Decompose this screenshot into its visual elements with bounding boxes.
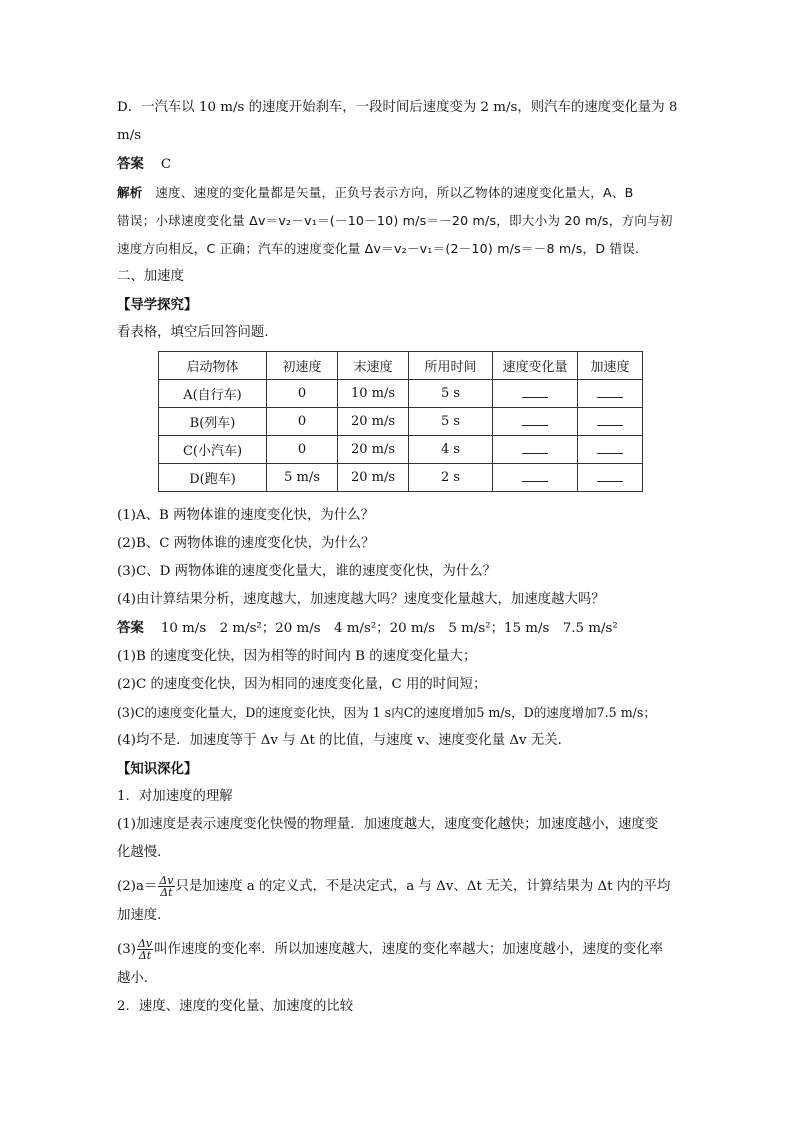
fill-blank[interactable]	[597, 413, 623, 426]
knowledge-1-title: 1．对加速度的理解	[117, 789, 233, 804]
blank-cell	[578, 436, 643, 464]
knowledge-1-p2: (2)a＝ $\frac{\Delta v}{\Delta t}$ 只是加速度 a 的定义式，不是决定式，a 与 Δv、Δt 无关，计算结果为 Δt 内的平均	[117, 874, 671, 899]
table-row	[159, 464, 643, 492]
fraction-dv-dt: $\frac{\Delta v}{\Delta t}$	[137, 937, 153, 962]
fill-blank[interactable]	[522, 413, 548, 426]
table-header: 速度变化量	[493, 352, 578, 380]
table-row	[159, 380, 643, 408]
table-cell: 5 s	[409, 380, 493, 408]
answer-values: 10 m/s 2 m/s²；20 m/s 4 m/s²；20 m/s 5 m/s²；15 m/s 7.5 m/s²	[160, 621, 618, 636]
section-heading: 二、加速度	[117, 269, 184, 284]
table-cell: 0	[267, 380, 338, 408]
table-row	[159, 436, 643, 464]
knowledge-1-p3: (3) $\frac{\Delta v}{\Delta t}$ 叫作速度的变化率．所以加速度越大，速度的变化率越大；加速度越小，速度的变化率	[117, 937, 663, 962]
question-1: (1)A、B 两物体谁的速度变化快，为什么？	[117, 508, 374, 523]
table-cell: C(小汽车)	[159, 436, 267, 464]
question-2: (2)B、C 两物体谁的速度变化快，为什么？	[117, 536, 375, 551]
table-cell: 0	[267, 408, 338, 436]
fill-blank[interactable]	[597, 385, 623, 398]
intro-text: 看表格，填空后回答问题.	[117, 325, 269, 340]
option-d-line-2: m/s	[117, 128, 142, 143]
table-cell: 0	[267, 436, 338, 464]
fraction-dv-dt: $\frac{\Delta v}{\Delta t}$	[159, 874, 174, 899]
knowledge-1-p3b: 越小．	[117, 971, 158, 986]
table-header: 启动物体	[159, 352, 267, 380]
deepen-tag: 【知识深化】	[117, 761, 198, 777]
blank-cell	[578, 408, 643, 436]
document-page	[117, 94, 683, 1021]
table-row	[159, 408, 643, 436]
blank-cell	[493, 436, 578, 464]
knowledge-1-p1b: 化越慢．	[117, 845, 171, 860]
answer-item-2: (2)C 的速度变化快，因为相同的速度变化量，C 用的时间短；	[117, 677, 487, 692]
blank-cell	[493, 464, 578, 492]
table-header: 末速度	[338, 352, 409, 380]
table-cell: D(跑车)	[159, 464, 267, 492]
table-cell: 20 m/s	[338, 408, 409, 436]
table-cell: 4 s	[409, 436, 493, 464]
analysis-line-2: 错误；小球速度变化量 Δv＝v₂－v₁＝(－10－10) m/s＝－20 m/s，即大小为 20 m/s，方向与初	[117, 213, 673, 228]
table-cell: A(自行车)	[159, 380, 267, 408]
option-d-line-1: D．一汽车以 10 m/s 的速度开始刹车，一段时间后速度变为 2 m/s，则汽车的速度变化量为 8	[117, 100, 678, 115]
table-header-row	[159, 352, 643, 380]
answer-label: 答案	[117, 156, 144, 172]
fill-blank[interactable]	[522, 469, 548, 482]
answer-2	[117, 614, 683, 643]
analysis-label: 解析	[117, 185, 143, 200]
blank-cell	[578, 464, 643, 492]
table-cell: 20 m/s	[338, 436, 409, 464]
data-table	[158, 351, 643, 492]
blank-cell	[493, 408, 578, 436]
analysis-line-3: 速度方向相反，C 正确；汽车的速度变化量 Δv＝v₂－v₁＝(2－10) m/s＝－8 m/s，D 错误.	[117, 241, 640, 256]
fill-blank[interactable]	[522, 385, 548, 398]
blank-cell	[578, 380, 643, 408]
question-3: (3)C、D 两物体谁的速度变化量大，谁的速度变化快，为什么？	[117, 564, 496, 579]
table-header: 加速度	[578, 352, 643, 380]
blank-cell	[493, 380, 578, 408]
fill-blank[interactable]	[597, 441, 623, 454]
explore-tag: 【导学探究】	[117, 297, 198, 313]
table-header: 初速度	[267, 352, 338, 380]
knowledge-1-p2b: 加速度．	[117, 908, 171, 923]
analysis-line-1: 解析 速度、速度的变化量都是矢量，正负号表示方向，所以乙物体的速度变化量大，A、B	[117, 185, 634, 200]
answer-label: 答案	[117, 620, 144, 636]
answer-value: C	[160, 157, 172, 172]
table-cell: 20 m/s	[338, 464, 409, 492]
answer-item-3: (3)C的速度变化量大，D的速度变化快，因为 1 s内C的速度增加5 m/s，D的速度增加7.5 m/s；	[117, 705, 656, 720]
answer-1	[117, 150, 683, 179]
fill-blank[interactable]	[597, 469, 623, 482]
table-cell: 2 s	[409, 464, 493, 492]
table-cell: 5 m/s	[267, 464, 338, 492]
table-cell: B(列车)	[159, 408, 267, 436]
knowledge-2-title: 2．速度、速度的变化量、加速度的比较	[117, 999, 354, 1014]
table-cell: 10 m/s	[338, 380, 409, 408]
table-cell: 5 s	[409, 408, 493, 436]
fill-blank[interactable]	[522, 441, 548, 454]
answer-item-4: (4)均不是．加速度等于 Δv 与 Δt 的比值，与速度 v、速度变化量 Δv 无关．	[117, 733, 572, 748]
question-4: (4)由计算结果分析，速度越大，加速度越大吗？速度变化量越大，加速度越大吗？	[117, 592, 605, 607]
knowledge-1-p1a: (1)加速度是表示速度变化快慢的物理量．加速度越大，速度变化越快；加速度越小，速度变	[117, 817, 659, 832]
table-header: 所用时间	[409, 352, 493, 380]
answer-item-1: (1)B 的速度变化快，因为相等的时间内 B 的速度变化量大；	[117, 649, 477, 664]
